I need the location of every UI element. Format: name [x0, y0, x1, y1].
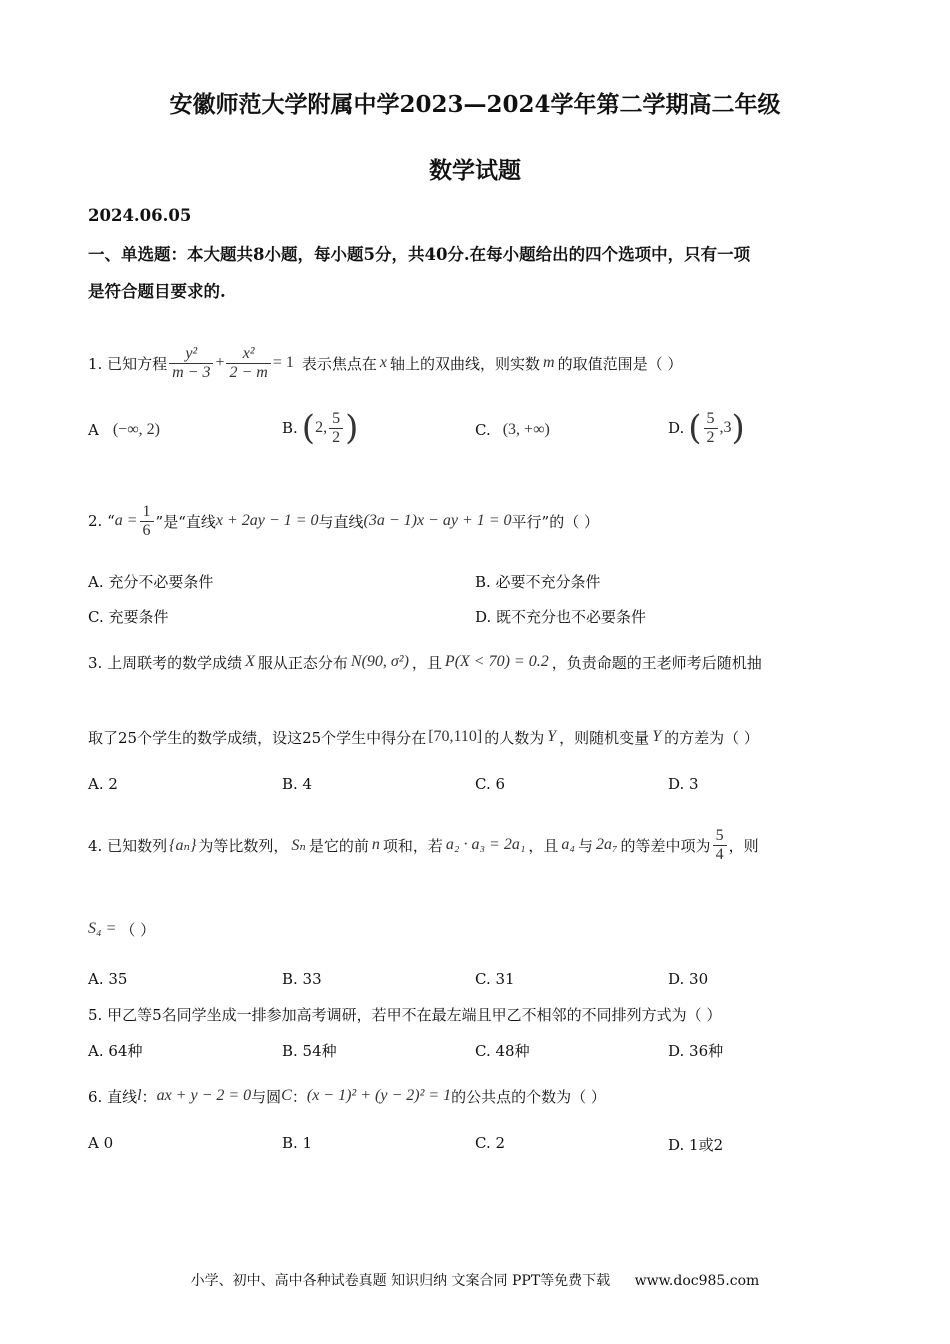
q5-option-c[interactable]: C. 48种 [475, 1042, 530, 1060]
q1-option-d-frac [704, 410, 718, 446]
q3-math-interval: [70,110] [428, 728, 483, 745]
q6-option-d[interactable]: D. 1或2 [668, 1136, 724, 1154]
q1-text-a: 1. 已知方程 [88, 354, 168, 373]
q5-option-d[interactable]: D. 36种 [668, 1042, 724, 1060]
q3-option-c[interactable]: C. 6 [475, 775, 506, 793]
q1-frac2-num: x² [226, 345, 270, 364]
q1-fraction-1 [169, 345, 213, 381]
q1-option-d[interactable] [668, 398, 745, 458]
q1-text-b: 表示焦点在 [301, 354, 377, 373]
q1-var-m: m [543, 354, 555, 371]
q4-line1-d: 项和，若 [382, 836, 443, 855]
exam-title: 安徽师范大学附属中学2023—2024学年第二学期高二年级 [169, 91, 781, 118]
q3-line2-c: ，则随机变量 [559, 728, 650, 747]
q4-line1-a: 4. 已知数列 [88, 836, 168, 855]
q4-line1-b: 为等比数列， [198, 836, 289, 855]
q1-option-d-rparen: ) [731, 408, 745, 448]
q4-frac-den: 4 [715, 845, 724, 863]
q6-text-d: ： [291, 1087, 307, 1106]
q3-line1-c: ，且 [411, 653, 442, 672]
q1-text-d: 的取值范围是（ ） [557, 354, 683, 373]
q6-option-b[interactable]: B. 1 [282, 1134, 313, 1152]
q2-frac-den: 6 [142, 521, 151, 539]
q1-frac1-den: m − 3 [172, 363, 211, 381]
q4-line1-f: 与 [577, 836, 593, 855]
q3-line1-a: 3. 上周联考的数学成绩 [88, 653, 243, 672]
q1-option-b-num: 5 [329, 410, 343, 429]
q2-text-b: ”是“直线 [155, 512, 216, 531]
q4-line1-g: 的等差中项为 [620, 836, 711, 855]
q1-option-b-lparen: ( [301, 408, 316, 448]
question-5: 5. 甲乙等5名同学坐成一排参加高考调研，若甲不在最左端且甲乙不相邻的不同排列方式为（ ） [88, 1006, 722, 1024]
q2-math-a: a = [114, 512, 138, 529]
q4-math-Sn: Sₙ [291, 837, 306, 854]
q6-option-a[interactable]: A 0 [88, 1134, 114, 1152]
q4-var-n: n [371, 836, 380, 853]
exam-date: 2024.06.05 [88, 206, 192, 225]
q6-text-e: 的公共点的个数为（ ） [451, 1087, 606, 1106]
question-4-line2 [88, 914, 155, 944]
q1-option-b-rparen: ) [345, 408, 359, 448]
q6-text-b: ： [141, 1087, 157, 1106]
q4-line1-h: ，则 [728, 836, 759, 855]
q6-text-a: 6. 直线 [88, 1087, 138, 1106]
q4-option-d[interactable]: D. 30 [668, 970, 709, 988]
q1-option-d-den: 2 [706, 428, 715, 446]
q3-line1-d: ，负责命题的王老师考后随机抽 [551, 653, 762, 672]
q4-math-2a7: 2a₇ [595, 836, 618, 853]
q2-text-d: 平行”的（ ） [511, 512, 599, 531]
q3-line2-b: 的人数为 [484, 728, 545, 747]
q4-line1-c: 是它的前 [308, 836, 369, 855]
q5-option-a[interactable]: A. 64种 [88, 1042, 143, 1060]
q3-line2-d: 的方差为（ ） [664, 728, 759, 747]
q1-option-a-math: (−∞, 2) [112, 421, 160, 438]
q4-math-a4: a₄ [561, 836, 575, 853]
q6-text-c: 与圆 [251, 1087, 282, 1106]
q6-var-C: C [281, 1087, 292, 1104]
q2-math-line1: x + 2ay − 1 = 0 [215, 512, 319, 529]
q3-option-b[interactable]: B. 4 [282, 775, 313, 793]
q3-math-P: P(X < 70) = 0.2 [444, 653, 549, 670]
q3-var-X: X [245, 653, 255, 670]
q1-option-d-label: D. [668, 419, 685, 437]
q3-var-Y2: Y [652, 728, 662, 745]
q3-line2-a: 取了25个学生的数学成绩，设这25个学生中得分在 [88, 728, 427, 747]
q4-math-S4: S₄ = [88, 920, 117, 937]
question-6 [88, 1078, 606, 1114]
q2-text-c: 与直线 [318, 512, 364, 531]
q1-option-c-label: C. [475, 421, 491, 439]
q1-option-a[interactable] [88, 405, 160, 455]
q4-option-b[interactable]: B. 33 [282, 970, 322, 988]
exam-subtitle: 数学试题 [429, 157, 521, 184]
q4-frac-num: 5 [713, 827, 727, 846]
q1-option-b-frac [329, 410, 343, 446]
section-heading-line2: 是符合题目要求的. [88, 282, 226, 301]
q1-plus: + [215, 354, 225, 371]
q1-option-b-label: B. [282, 419, 298, 437]
footer-url[interactable]: www.doc985.com [634, 1273, 760, 1289]
q3-option-d[interactable]: D. 3 [668, 775, 699, 793]
q1-option-d-num: 5 [704, 410, 718, 429]
q1-var-x: x [379, 354, 387, 371]
q1-text-c: 轴上的双曲线，则实数 [390, 354, 541, 373]
q2-fraction [140, 503, 154, 539]
q2-option-a[interactable]: A. 充分不必要条件 [88, 573, 214, 591]
question-2 [88, 495, 599, 547]
q5-option-b[interactable]: B. 54种 [282, 1042, 337, 1060]
footer-text: 小学、初中、高中各种试卷真题 知识归纳 文案合同 PPT等免费下载 [190, 1273, 611, 1289]
q6-math-circle: (x − 1)² + (y − 2)² = 1 [306, 1087, 452, 1104]
q1-option-c[interactable] [475, 405, 550, 455]
q1-option-d-post: ,3 [719, 419, 732, 436]
q1-option-c-math: (3, +∞) [502, 421, 550, 438]
q1-frac1-num: y² [169, 345, 213, 364]
q1-option-d-lparen: ( [688, 408, 702, 448]
q3-var-Y1: Y [547, 728, 557, 745]
q3-option-a[interactable]: A. 2 [88, 775, 118, 793]
q2-math-line2: (3a − 1)x − ay + 1 = 0 [363, 512, 512, 529]
q6-math-line: ax + y − 2 = 0 [156, 1087, 252, 1104]
question-3-line1 [88, 645, 762, 679]
q2-frac-num: 1 [140, 503, 154, 522]
q6-var-l: l [137, 1087, 142, 1104]
q1-option-b-den: 2 [332, 428, 341, 446]
q4-math-cond1: a₂ · a₃ = 2a₁ [445, 836, 526, 853]
q1-option-b-pre: 2, [315, 419, 328, 436]
q4-fraction [713, 827, 727, 863]
section-heading-line1: 一、单选题：本大题共8小题，每小题5分，共40分.在每小题给出的四个选项中，只有一项 [88, 245, 751, 264]
q1-frac2-den: 2 − m [229, 363, 268, 381]
q2-option-b[interactable]: B. 必要不充分条件 [475, 573, 601, 591]
q3-line1-b: 服从正态分布 [257, 653, 348, 672]
q4-line2-b: （ ） [120, 920, 156, 939]
q4-line1-e: ，且 [528, 836, 559, 855]
q1-option-b[interactable] [282, 398, 358, 458]
page-footer [0, 1270, 950, 1290]
question-1 [88, 333, 682, 393]
q4-option-a[interactable]: A. 35 [88, 970, 128, 988]
q4-option-c[interactable]: C. 31 [475, 970, 515, 988]
q1-option-a-label: A [88, 421, 99, 439]
q2-option-d[interactable]: D. 既不充分也不必要条件 [475, 608, 647, 626]
q1-fraction-2 [226, 345, 270, 381]
q1-rhs: = 1 [272, 354, 294, 371]
q2-option-c[interactable]: C. 充要条件 [88, 608, 169, 626]
question-3-line2 [88, 720, 759, 754]
q3-math-N: N(90, σ²) [350, 653, 409, 670]
q2-text-a: 2. “ [88, 512, 115, 530]
q4-math-seq: {aₙ} [169, 837, 197, 854]
q6-option-c[interactable]: C. 2 [475, 1134, 506, 1152]
question-4-line1 [88, 818, 759, 872]
